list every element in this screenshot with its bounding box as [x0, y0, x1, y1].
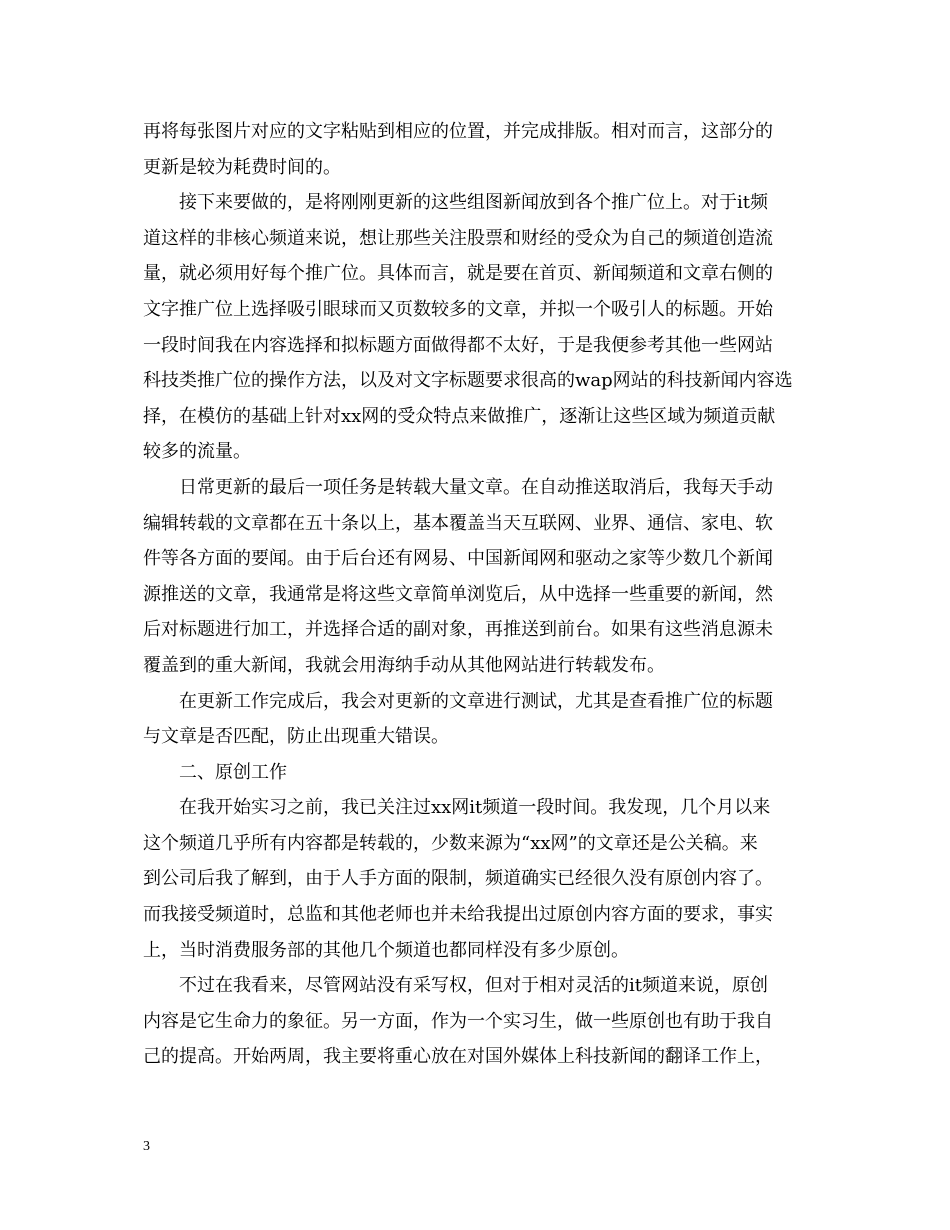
text-line: 己的提高。开始两周，我主要将重心放在对国外媒体上科技新闻的翻译工作上，: [143, 1046, 773, 1068]
text-line: 编辑转载的文章都在五十条以上，基本覆盖当天互联网、业界、通信、家电、软: [143, 512, 773, 534]
text-line: 文字推广位上选择吸引眼球而又页数较多的文章，并拟一个吸引人的标题。开始: [143, 298, 773, 320]
text-line: 后对标题进行加工，并选择合适的副对象，再推送到前台。如果有这些消息源未: [143, 619, 773, 641]
text-line: 与文章是否匹配，防止出现重大错误。: [143, 726, 449, 748]
text-line: 覆盖到的重大新闻，我就会用海纳手动从其他网站进行转载发布。: [143, 654, 665, 676]
text-line: 源推送的文章，我通常是将这些文章简单浏览后，从中选择一些重要的新闻，然: [143, 583, 773, 605]
text-line: 更新是较为耗费时间的。: [143, 156, 341, 178]
text-line: 这个频道几乎所有内容都是转载的，少数来源为“xx网”的文章还是公关稿。来: [143, 832, 758, 854]
text-line: 上，当时消费服务部的其他几个频道也都同样没有多少原创。: [143, 939, 629, 961]
text-line: 择，在模仿的基础上针对xx网的受众特点来做推广，逐渐让这些区域为频道贡献: [143, 405, 776, 427]
text-line: 量，就必须用好每个推广位。具体而言，就是要在首页、新闻频道和文章右侧的: [143, 263, 773, 285]
paragraph-first-line: 在更新工作完成后，我会对更新的文章进行测试，尤其是查看推广位的标题: [179, 690, 773, 712]
section-heading: 二、原创工作: [179, 761, 287, 783]
text-line: 再将每张图片对应的文字粘贴到相应的位置，并完成排版。相对而言，这部分的: [143, 121, 773, 142]
text-line: 件等各方面的要闻。由于后台还有网易、中国新闻网和驱动之家等少数几个新闻: [143, 548, 773, 570]
text-line: 科技类推广位的操作方法，以及对文字标题要求很高的wap网站的科技新闻内容选: [143, 370, 793, 392]
text-line: 一段时间我在内容选择和拟标题方面做得都不太好，于是我便参考其他一些网站: [143, 334, 773, 356]
paragraph-first-line: 在我开始实习之前，我已关注过xx网it频道一段时间。我发现，几个月以来: [179, 797, 771, 819]
paragraph-first-line: 接下来要做的，是将刚刚更新的这些组图新闻放到各个推广位上。对于it频: [179, 192, 768, 214]
text-line: 道这样的非核心频道来说，想让那些关注股票和财经的受众为自己的频道创造流: [143, 227, 773, 249]
paragraph-first-line: 不过在我看来，尽管网站没有采写权，但对于相对灵活的it频道来说，原创: [179, 975, 768, 997]
paragraph-first-line: 日常更新的最后一项任务是转载大量文章。在自动推送取消后，我每天手动: [179, 476, 773, 498]
text-line: 到公司后我了解到，由于人手方面的限制，频道确实已经很久没有原创内容了。: [143, 868, 773, 890]
text-line: 较多的流量。: [143, 441, 251, 463]
text-line: 而我接受频道时，总监和其他老师也并未给我提出过原创内容方面的要求，事实: [143, 904, 773, 926]
text-line: 内容是它生命力的象征。另一方面，作为一个实习生，做一些原创也有助于我自: [143, 1010, 773, 1032]
page-number: 3: [143, 1139, 150, 1154]
document-body: [143, 114, 813, 1075]
